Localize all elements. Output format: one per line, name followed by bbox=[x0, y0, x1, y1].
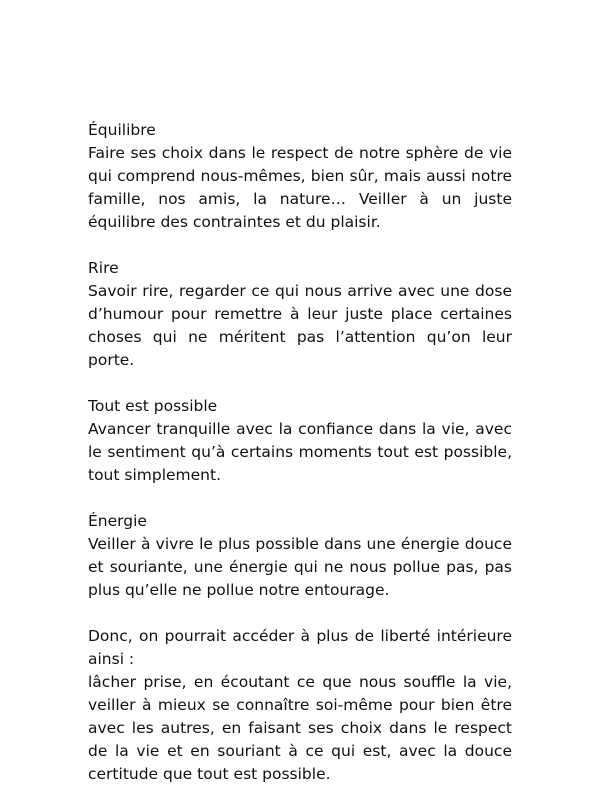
section-heading: Équilibre bbox=[88, 121, 156, 139]
conclusion-text: lâcher prise, en écoutant ce que nous souffle la vie, veiller à mieux se connaître soi-même pour bien être avec les autres, en faisant ses choix dans le respect de la vie et en souriant à ce qui est, avec la douce certitude que tout est possible. bbox=[88, 673, 512, 783]
conclusion-intro: Donc, on pourrait accéder à plus de liberté intérieure ainsi : bbox=[88, 627, 512, 668]
section-energie bbox=[88, 510, 512, 602]
document-page bbox=[88, 119, 512, 786]
section-heading: Tout est possible bbox=[88, 397, 218, 415]
section-equilibre bbox=[88, 119, 512, 234]
conclusion bbox=[88, 625, 512, 786]
section-text: Veiller à vivre le plus possible dans une énergie douce et souriante, une énergie qui ne nous pollue pas, pas plus qu’elle ne pollue notre entourage. bbox=[88, 535, 512, 599]
section-heading: Énergie bbox=[88, 512, 147, 530]
section-text: Savoir rire, regarder ce qui nous arrive avec une dose d’humour pour remettre à leur juste place certaines choses qui ne méritent pas l’attention qu’on leur porte. bbox=[88, 282, 512, 369]
section-heading: Rire bbox=[88, 259, 119, 277]
section-text: Avancer tranquille avec la confiance dans la vie, avec le sentiment qu’à certains moments tout est possible, tout simplement. bbox=[88, 420, 512, 484]
section-text: Faire ses choix dans le respect de notre sphère de vie qui comprend nous-mêmes, bien sûr, mais aussi notre famille, nos amis, la nature… Veiller à un juste équilibre des contraintes et du plaisir. bbox=[88, 144, 512, 231]
section-tout-est-possible bbox=[88, 395, 512, 487]
section-rire bbox=[88, 257, 512, 372]
